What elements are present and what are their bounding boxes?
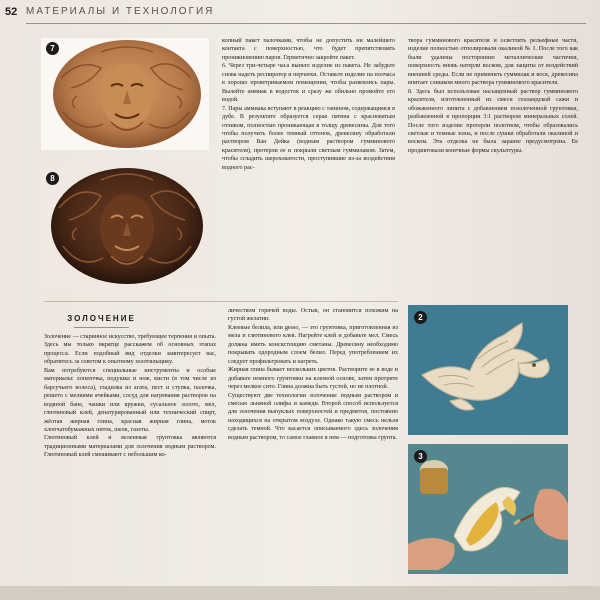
photo-plaster-bird	[408, 305, 568, 435]
paragraph: Золочение — старинное искусство, требующее терпения и опыта. Здесь мы только вкратце расскажем об основных этапах процесса. Если подобный вид отделки заинтересует вас, обратитесь за советом к опытному золотильщику. Вам потребуются специальные инструменты и особые материалы: лопаточка, подушка и нож, кисти (в том числе из барсучьего волоса), гладилка из агата, пест и ступка, палочка, решето с мелкими ячейками, сосуд для нагревания растворов на водяной бане, чашки или кружки, сусальное золото, мел, глютиновый клей, денатурированный или технический спирт, жёлтая жирная глина, красная жирная глина, моток хлопчатобумажных ниток, шелк, газеты. Глютиновый клей и веленевая грунтовка являются традиционными материалами для золочения водным раствором. Глютиновый клей смешивают с небольшим ко-	[44, 334, 216, 459]
photo-carved-face-light	[41, 38, 209, 150]
page-bottom-edge	[0, 586, 600, 600]
photo-badge-8: 8	[46, 172, 59, 185]
photo-badge-2: 2	[414, 311, 427, 324]
header-rule	[26, 23, 586, 24]
section-divider	[44, 301, 398, 302]
photo-gilding-bird	[408, 444, 568, 574]
photo-badge-7: 7	[46, 42, 59, 55]
carved-face-dark-illustration	[41, 166, 209, 286]
text-column-top-right	[408, 37, 578, 295]
photo-carved-face-dark	[41, 166, 209, 286]
carved-face-light-illustration	[41, 38, 209, 150]
text-column-bottom-left	[44, 333, 216, 581]
paragraph: личеством горячей воды. Остыв, он становится похожим на густой желатин. Клеевые белила, или gesso, — это грунтовка, приготовленная из мела и глютинового клея. Нагрейте клей и добавьте мел. Смесь должна иметь консистенцию сметаны. Древесину необходимо покрывать одородным слоем белил. Перед употреблением их следует профильтровать и нагреть. Жирная глина бывает нескольких цветов. Растворите ее в воде и добавьте немного грунтовки на клеевой основе, затем протрите через мелкое сито. Глина должна быть густой, но не плотной. Существуют две технологии золочения: водным раствором и смесью льняной олифы и камеди. Второй способ используется для золочения выпуклых поверхностей и предметов, постоянно находящихся на открытом воздухе. Однако такую смесь нельзя сделать темной. Что касается описываемого здесь золочения водным раствором, то самое главное в нем — подготовка грунта.	[228, 308, 398, 441]
section-title: ЗОЛОЧЕНИЕ	[67, 314, 136, 323]
page-number: 52	[5, 6, 18, 18]
text-column-top-middle	[222, 37, 395, 295]
paragraph: копный пакет палочками, чтобы не допустить ни малейшего контакта с поверхностью, что будет препятствовать проникновению паров. Герметично закройте пакет. 6. Через три-четыре часа выньте изделие из пакета. Не забудьте снова надеть респиратор и перчатки. Оставьте изделие на полчаса в хорошо проветриваемом помещении, чтобы развеялись пары. Вылейте аммиак в водосток и сразу же обильно промойте его водой. 7. Пары аммиака вступают в реакцию с танином, содержащимся в дубе. В результате образуется серая патина с красноватым отливом, полностью проникающая в толщу древесины. Для того чтобы получить более темный оттенок, древесину обработали раствором Ван Дейка (водным раствором гумминового красителя), протерли ее и покрыли светлым гуммилаком. Затем, чтобы сгладить шероховатости, проступившие из-за воздействия водного рас-	[222, 38, 395, 171]
plaster-bird-illustration	[408, 305, 568, 435]
running-title: МАТЕРИАЛЫ И ТЕХНОЛОГИЯ	[26, 6, 215, 17]
gilding-bird-illustration	[408, 444, 568, 574]
photo-badge-3: 3	[414, 450, 427, 463]
text-column-bottom-middle	[228, 307, 398, 581]
paragraph: твора гумминового красителя и осветлить рельефные части, изделие полностью отполировали окалиной № 1. После того как были удалены постороннее металлические частички, поверхность вновь натерли воском, для защиты от воздействий внешней среды. Если не применить гуммилак и воск, древесина впитает слишком много раствора гумминового красителя. 8. Здесь был использован насыщенный раствор гумминового красителя, изготовленный из смеси голландской сажи и обожженного липита с добавлением позолоченной грунтовки, разбавленной в пропорции 3:1 раствором минеральных солей. После того изделие протерли полотном, чтобы образовались светлые и темные зоны, и после сушки обработали окалиной и воском. Эта отделка не была заранее предусмотрена. Ее продиктовали конечные формы скульптуры.	[408, 38, 578, 154]
section-title-underline	[74, 327, 129, 328]
